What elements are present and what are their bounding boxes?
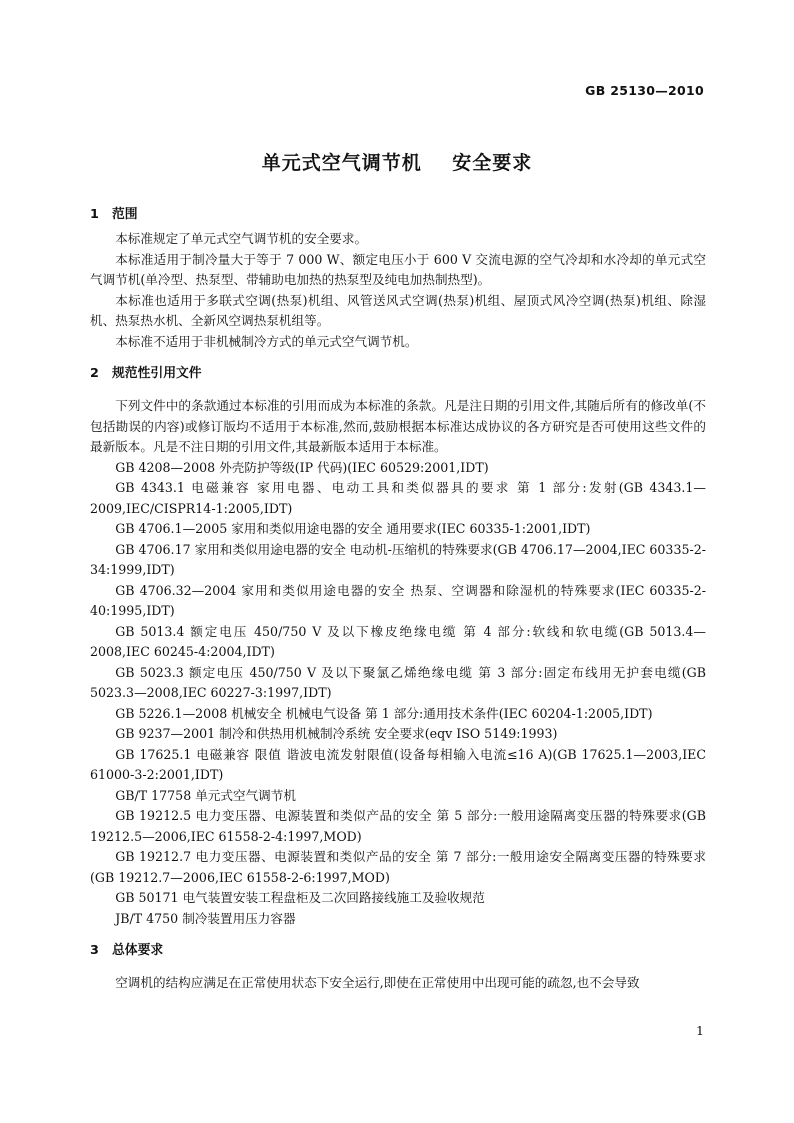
reference-item: GB 17625.1 电磁兼容 限值 谐波电流发射限值(设备每相输入电流≤16 A)(GB 17625.1—2003,IEC 61000-3-2:2001,IDT)	[90, 746, 706, 782]
section-heading-general-requirements	[90, 937, 706, 965]
section-heading-scope	[90, 201, 706, 229]
reference-item: GB 50171 电气装置安装工程盘柜及二次回路接线施工及验收规范	[115, 890, 485, 905]
paragraph: 空调机的结构应满足在正常使用状态下安全运行,即使在正常使用中出现可能的疏忽,也不会导致	[115, 975, 640, 990]
reference-item: GB 9237—2001 制冷和供热用机械制冷系统 安全要求(eqv ISO 5149:1993)	[115, 726, 558, 741]
paragraph: 本标准不适用于非机械制冷方式的单元式空气调节机。	[115, 333, 418, 349]
reference-item: GB 4208—2008 外壳防护等级(IP 代码)(IEC 60529:2001,IDT)	[115, 459, 489, 475]
document-body	[90, 201, 706, 994]
reference-item: GB 5226.1—2008 机械安全 机械电气设备 第 1 部分:通用技术条件(IEC 60204-1:2005,IDT)	[115, 705, 653, 721]
reference-item: GB/T 17758 单元式空气调节机	[115, 787, 296, 803]
paragraph: 本标准也适用于多联式空调(热泵)机组、风管送风式空调(热泵)机组、屋顶式风冷空调(热泵)机组、除湿机、热泵热水机、全新风空调热泵机组等。	[90, 292, 706, 328]
section-number: 2	[90, 366, 99, 381]
reference-item: GB 19212.5 电力变压器、电源装置和类似产品的安全 第 5 部分:一般用途隔离变压器的特殊要求(GB 19212.5—2006,IEC 61558-2-4:1997,MOD)	[90, 808, 706, 844]
document-title: 单元式空气调节机 安全要求	[261, 152, 533, 174]
reference-item: GB 5013.4 额定电压 450/750 V 及以下橡皮绝缘电缆 第 4 部分:软线和软电缆(GB 5013.4—2008,IEC 60245-4:2004,IDT)	[90, 623, 706, 659]
reference-item: GB 5023.3 额定电压 450/750 V 及以下聚氯乙烯绝缘电缆 第 3 部分:固定布线用无护套电缆(GB 5023.3—2008,IEC 60227-3:1997,IDT)	[90, 664, 706, 700]
reference-item: JB/T 4750 制冷装置用压力容器	[115, 910, 296, 926]
reference-item: GB 4706.32—2004 家用和类似用途电器的安全 热泵、空调器和除湿机的特殊要求(IEC 60335-2-40:1995,IDT)	[90, 582, 706, 618]
reference-item: GB 4706.17 家用和类似用途电器的安全 电动机-压缩机的特殊要求(GB 4706.17—2004,IEC 60335-2-34:1999,IDT)	[90, 541, 706, 577]
standard-number: GB 25130—2010	[585, 83, 704, 98]
reference-item: GB 19212.7 电力变压器、电源装置和类似产品的安全 第 7 部分:一般用途安全隔离变压器的特殊要求(GB 19212.7—2006,IEC 61558-2-6:1997,MOD)	[90, 849, 706, 885]
page-number: 1	[696, 1023, 704, 1038]
section-number: 1	[90, 207, 99, 222]
paragraph: 本标准规定了单元式空气调节机的安全要求。	[115, 231, 368, 246]
paragraph: 本标准适用于制冷量大于等于 7 000 W、额定电压小于 600 V 交流电源的空气冷却和水冷却的单元式空气调节机(单冷型、热泵型、带辅助电加热的热泵型及纯电加热制热型)。	[90, 251, 706, 287]
section-heading-normative-references	[90, 360, 706, 388]
paragraph: 下列文件中的条款通过本标准的引用而成为本标准的条款。凡是注日期的引用文件,其随后所有的修改单(不包括勘误的内容)或修订版均不适用于本标准,然而,鼓励根据本标准达成协议的各方研究是否可使用这些文件的最新版本。凡是不注日期的引用文件,其最新版本适用于本标准。	[90, 398, 706, 454]
reference-item: GB 4343.1 电磁兼容 家用电器、电动工具和类似器具的要求 第 1 部分:发射(GB 4343.1—2009,IEC/CISPR14-1:2005,IDT)	[90, 480, 706, 516]
section-title: 范围	[112, 207, 138, 222]
section-title: 规范性引用文件	[112, 366, 202, 381]
reference-item: GB 4706.1—2005 家用和类似用途电器的安全 通用要求(IEC 60335-1:2001,IDT)	[115, 521, 591, 536]
section-title: 总体要求	[112, 943, 164, 958]
section-number: 3	[90, 943, 99, 958]
